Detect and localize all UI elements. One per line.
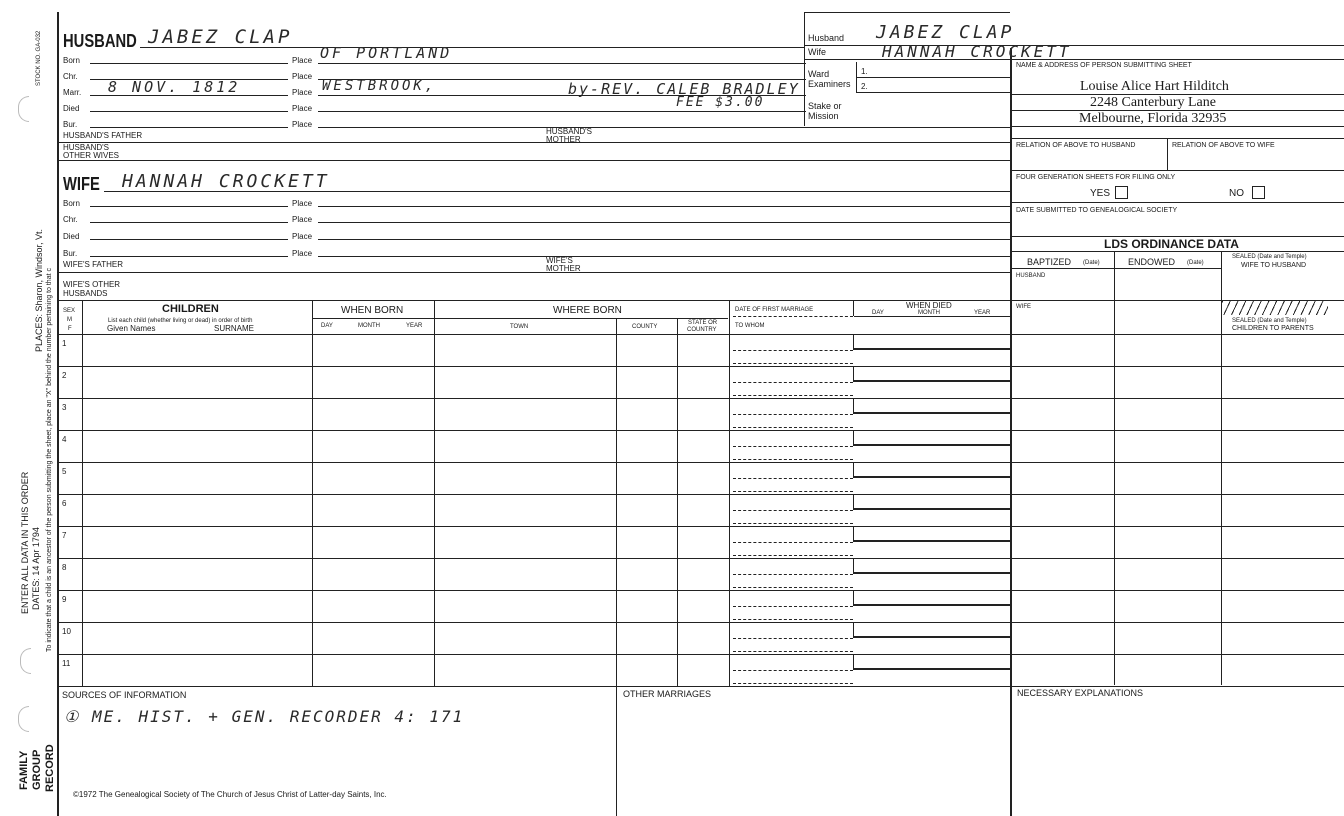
child-death-divider bbox=[853, 559, 854, 573]
child-marriage-date-line bbox=[733, 542, 853, 543]
line bbox=[1167, 138, 1168, 170]
husband-marr-note: by-REV. CALEB BRADLEY bbox=[568, 80, 800, 98]
husband-marr-label: Marr. bbox=[63, 88, 82, 97]
line bbox=[318, 127, 1010, 128]
line bbox=[854, 316, 1010, 317]
husband-other-wives-label: OTHER WIVES bbox=[63, 151, 120, 160]
child-spouse-line bbox=[733, 587, 853, 588]
children-given-names-label: Given Names bbox=[107, 324, 156, 333]
submitter-name: Louise Alice Hart Hilditch bbox=[1080, 79, 1229, 94]
lds-row-line bbox=[1012, 622, 1344, 623]
line bbox=[312, 318, 434, 319]
child-marriage-date-line bbox=[733, 414, 853, 415]
date-submitted-label: DATE SUBMITTED TO GENEALOGICAL SOCIETY bbox=[1016, 207, 1178, 214]
lds-wife-label: WIFE bbox=[1016, 304, 1031, 310]
child-death-divider bbox=[853, 527, 854, 541]
line bbox=[729, 300, 730, 686]
tr-husband-name: JABEZ CLAP bbox=[876, 22, 1015, 43]
child-row-line bbox=[58, 526, 1010, 527]
child-row-line bbox=[58, 398, 1010, 399]
line bbox=[90, 206, 288, 207]
tr-examiners-label: Examiners bbox=[808, 79, 851, 89]
children-f-label: F bbox=[68, 326, 72, 332]
child-row-line bbox=[58, 590, 1010, 591]
form-left-border bbox=[57, 12, 59, 816]
wife-born-label: Born bbox=[63, 199, 80, 208]
child-death-line bbox=[853, 412, 1010, 414]
wife-born-place-label: Place bbox=[292, 199, 313, 208]
wife-father-label: WIFE'S FATHER bbox=[63, 260, 124, 269]
line bbox=[1012, 334, 1344, 335]
child-marriage-date-line bbox=[733, 382, 853, 383]
husband-chr-label: Chr. bbox=[63, 72, 78, 81]
child-death-divider bbox=[853, 655, 854, 669]
child-row-line bbox=[58, 366, 1010, 367]
line bbox=[90, 239, 288, 240]
child-death-line bbox=[853, 540, 1010, 542]
wife-died-label: Died bbox=[63, 232, 80, 241]
husband-died-place-label: Place bbox=[292, 104, 313, 113]
husband-father-label: HUSBAND'S FATHER bbox=[63, 131, 143, 140]
child-spouse-line bbox=[733, 363, 853, 364]
husband-marr-date-value: 8 NOV. 1812 bbox=[108, 78, 241, 96]
lds-sealed-children-label: CHILDREN TO PARENTS bbox=[1232, 325, 1314, 332]
child-row-number: 4 bbox=[62, 435, 67, 444]
relation-husband-label: RELATION OF ABOVE TO HUSBAND bbox=[1016, 142, 1136, 149]
child-spouse-line bbox=[733, 491, 853, 492]
husband-mother-label: HUSBAND'S bbox=[546, 127, 592, 136]
lds-row-line bbox=[1012, 462, 1344, 463]
children-heading: CHILDREN bbox=[162, 303, 219, 315]
no-checkbox[interactable] bbox=[1252, 186, 1265, 199]
tr-exam-2: 2. bbox=[861, 82, 868, 91]
child-marriage-date-line bbox=[733, 446, 853, 447]
binder-hole bbox=[18, 706, 29, 732]
lds-row-line bbox=[1012, 366, 1344, 367]
born-month-label: MONTH bbox=[358, 323, 380, 329]
child-spouse-line bbox=[733, 555, 853, 556]
dashed-line bbox=[733, 316, 853, 317]
line bbox=[1012, 268, 1222, 269]
child-row-number: 1 bbox=[62, 339, 67, 348]
lds-title: LDS ORDINANCE DATA bbox=[1104, 237, 1239, 251]
child-death-divider bbox=[853, 399, 854, 413]
dates-instruction: DATES: 14 Apr 1794 bbox=[31, 527, 41, 610]
born-day-label: DAY bbox=[321, 323, 333, 329]
line bbox=[318, 206, 1010, 207]
child-row-number: 8 bbox=[62, 563, 67, 572]
submitter-street: 2248 Canterbury Lane bbox=[1090, 95, 1216, 110]
line bbox=[434, 318, 728, 319]
enter-order-instruction: ENTER ALL DATA IN THIS ORDER bbox=[20, 471, 30, 614]
children-m-label: M bbox=[67, 317, 72, 323]
husband-bur-place-label: Place bbox=[292, 120, 313, 129]
child-death-divider bbox=[853, 431, 854, 445]
line bbox=[1012, 138, 1344, 139]
no-label: NO bbox=[1229, 188, 1244, 199]
lds-row-line bbox=[1012, 494, 1344, 495]
binder-hole bbox=[20, 648, 31, 674]
sources-label: SOURCES OF INFORMATION bbox=[62, 690, 187, 700]
line bbox=[1012, 126, 1344, 127]
born-year-label: YEAR bbox=[406, 323, 423, 329]
wife-bur-place-label: Place bbox=[292, 249, 313, 258]
line bbox=[804, 59, 1344, 60]
husband-chr-place-label: Place bbox=[292, 72, 313, 81]
child-spouse-line bbox=[733, 395, 853, 396]
born-town-label: TOWN bbox=[510, 324, 529, 330]
child-row-number: 5 bbox=[62, 467, 67, 476]
stock-number: STOCK NO. GA-032 bbox=[36, 30, 42, 86]
child-marriage-date-line bbox=[733, 670, 853, 671]
child-row-number: 2 bbox=[62, 371, 67, 380]
tr-husband-label: Husband bbox=[808, 33, 845, 43]
child-row-number: 6 bbox=[62, 499, 67, 508]
husband-marr-place-value: WESTBROOK, bbox=[322, 78, 437, 94]
husband-born-place-value: OF PORTLAND bbox=[320, 44, 453, 62]
child-death-line bbox=[853, 348, 1010, 350]
child-spouse-line bbox=[733, 651, 853, 652]
child-row-number: 7 bbox=[62, 531, 67, 540]
lds-sealed-children-label: SEALED (Date and Temple) bbox=[1232, 318, 1307, 324]
wife-died-place-label: Place bbox=[292, 232, 313, 241]
wife-mother-label: MOTHER bbox=[546, 264, 581, 273]
child-death-divider bbox=[853, 495, 854, 509]
when-born-heading: WHEN BORN bbox=[341, 305, 404, 316]
line bbox=[90, 127, 288, 128]
yes-label: YES bbox=[1090, 188, 1111, 199]
wife-heading: WIFE bbox=[63, 174, 100, 194]
child-death-divider bbox=[853, 463, 854, 477]
tr-wife-label: Wife bbox=[808, 47, 826, 57]
child-marriage-date-line bbox=[733, 510, 853, 511]
child-death-divider bbox=[853, 367, 854, 381]
child-death-divider bbox=[853, 335, 854, 349]
lds-husband-label: HUSBAND bbox=[1016, 273, 1046, 279]
child-marriage-date-line bbox=[733, 638, 853, 639]
line bbox=[90, 111, 288, 112]
child-death-line bbox=[853, 636, 1010, 638]
tr-ward-label: Ward bbox=[808, 69, 830, 79]
husband-heading: HUSBAND bbox=[63, 31, 137, 51]
line bbox=[318, 239, 1010, 240]
child-spouse-line bbox=[733, 427, 853, 428]
where-born-heading: WHERE BORN bbox=[553, 305, 622, 316]
child-death-line bbox=[853, 444, 1010, 446]
born-state-label: COUNTRY bbox=[687, 327, 717, 333]
line bbox=[58, 142, 1010, 143]
husband-other-wives-label: HUSBAND'S bbox=[63, 143, 109, 152]
child-death-line bbox=[853, 476, 1010, 478]
lds-row-line bbox=[1012, 558, 1344, 559]
lds-baptized-date: (Date) bbox=[1083, 260, 1100, 266]
binder-hole bbox=[18, 96, 29, 122]
line bbox=[318, 256, 1010, 257]
record-title: GROUP bbox=[31, 749, 43, 790]
line bbox=[82, 300, 83, 686]
line bbox=[90, 256, 288, 257]
line bbox=[318, 63, 806, 64]
lds-row-line bbox=[1012, 430, 1344, 431]
child-marriage-date-line bbox=[733, 606, 853, 607]
wife-other-husbands-label: WIFE'S OTHER bbox=[63, 280, 121, 289]
husband-died-label: Died bbox=[63, 104, 80, 113]
husband-marr-place-label: Place bbox=[292, 88, 313, 97]
child-spouse-line bbox=[733, 683, 853, 684]
line bbox=[1114, 251, 1115, 685]
line bbox=[856, 77, 1010, 78]
line bbox=[616, 318, 617, 686]
lds-endowed-label: ENDOWED bbox=[1128, 257, 1175, 267]
child-marriage-date-line bbox=[733, 478, 853, 479]
line bbox=[58, 300, 1010, 301]
places-instruction: PLACES: Sharon, Windsor, Vt. bbox=[34, 228, 44, 352]
to-whom-label: TO WHOM bbox=[735, 323, 765, 329]
children-subheading: List each child (whether living or dead) in order of birth bbox=[108, 318, 253, 324]
wife-chr-label: Chr. bbox=[63, 215, 78, 224]
line bbox=[677, 318, 678, 686]
child-death-divider bbox=[853, 623, 854, 637]
line bbox=[90, 222, 288, 223]
line bbox=[1012, 170, 1344, 171]
child-row-number: 3 bbox=[62, 403, 67, 412]
child-death-line bbox=[853, 508, 1010, 510]
died-month-label: MONTH bbox=[918, 310, 940, 316]
child-death-line bbox=[853, 604, 1010, 606]
line bbox=[318, 111, 806, 112]
lds-sealed-wife-label: SEALED (Date and Temple) bbox=[1232, 254, 1307, 260]
lds-sealed-wife-label: WIFE TO HUSBAND bbox=[1241, 262, 1307, 269]
child-row-line bbox=[58, 654, 1010, 655]
tr-stake-label: Mission bbox=[808, 111, 839, 121]
husband-born-place-label: Place bbox=[292, 56, 313, 65]
line bbox=[58, 334, 1010, 335]
explanations-label: NECESSARY EXPLANATIONS bbox=[1017, 688, 1144, 698]
four-gen-label: FOUR GENERATION SHEETS FOR FILING ONLY bbox=[1016, 174, 1176, 181]
child-row-number: 11 bbox=[62, 659, 71, 668]
child-death-line bbox=[853, 380, 1010, 382]
lds-baptized-label: BAPTIZED bbox=[1027, 257, 1072, 267]
record-title: FAMILY bbox=[18, 750, 30, 790]
line bbox=[1221, 251, 1222, 685]
child-row-number: 9 bbox=[62, 595, 67, 604]
lds-endowed-date: (Date) bbox=[1187, 260, 1204, 266]
children-sex-label: SEX bbox=[63, 308, 76, 314]
died-day-label: DAY bbox=[872, 310, 884, 316]
child-marriage-date-line bbox=[733, 574, 853, 575]
copyright: ©1972 The Genealogical Society of The Church of Jesus Christ of Latter-day Saints, Inc. bbox=[73, 790, 387, 799]
born-state-label: STATE OR bbox=[688, 320, 718, 326]
child-spouse-line bbox=[733, 459, 853, 460]
child-death-line bbox=[853, 572, 1010, 574]
children-surname-label: SURNAME bbox=[214, 324, 255, 333]
child-row-line bbox=[58, 622, 1010, 623]
other-marriages-label: OTHER MARRIAGES bbox=[623, 689, 712, 699]
submitter-label: NAME & ADDRESS OF PERSON SUBMITTING SHEET bbox=[1016, 62, 1192, 69]
line bbox=[90, 63, 288, 64]
husband-bur-label: Bur. bbox=[63, 120, 78, 129]
child-row-line bbox=[58, 558, 1010, 559]
born-county-label: COUNTY bbox=[632, 324, 658, 330]
line bbox=[1012, 202, 1344, 203]
wife-name-value: HANNAH CROCKETT bbox=[122, 171, 330, 192]
right-panel-divider bbox=[1010, 48, 1012, 816]
line bbox=[318, 95, 806, 96]
line bbox=[853, 300, 854, 316]
husband-mother-label: MOTHER bbox=[546, 135, 581, 144]
child-spouse-line bbox=[733, 619, 853, 620]
husband-marr-fee: FEE $3.00 bbox=[676, 95, 765, 110]
lds-row-line bbox=[1012, 398, 1344, 399]
child-death-line bbox=[853, 668, 1010, 670]
lds-row-line bbox=[1012, 590, 1344, 591]
source-entry: ① ME. HIST. + GEN. RECORDER 4: 171 bbox=[64, 707, 465, 726]
child-row-line bbox=[58, 462, 1010, 463]
lds-row-line bbox=[1012, 654, 1344, 655]
child-row-line bbox=[58, 494, 1010, 495]
died-year-label: YEAR bbox=[974, 310, 991, 316]
wife-mother-label: WIFE'S bbox=[546, 256, 573, 265]
line bbox=[1012, 251, 1344, 252]
line bbox=[434, 300, 435, 686]
hatched-area bbox=[1222, 301, 1328, 315]
child-spouse-line bbox=[733, 523, 853, 524]
wife-bur-label: Bur. bbox=[63, 249, 78, 258]
tr-exam-1: 1. bbox=[861, 67, 868, 76]
when-died-heading: WHEN DIED bbox=[906, 301, 952, 310]
first-marriage-label: DATE OF FIRST MARRIAGE bbox=[735, 307, 814, 313]
tr-wife-name: HANNAH CROCKETT bbox=[882, 42, 1072, 61]
husband-born-label: Born bbox=[63, 56, 80, 65]
line bbox=[104, 191, 1010, 192]
child-death-divider bbox=[853, 591, 854, 605]
husband-name-value: JABEZ CLAP bbox=[148, 26, 293, 48]
line bbox=[58, 272, 1010, 273]
record-title: RECORD bbox=[44, 744, 56, 792]
child-marriage-date-line bbox=[733, 350, 853, 351]
child-row-number: 10 bbox=[62, 627, 71, 636]
relation-wife-label: RELATION OF ABOVE TO WIFE bbox=[1172, 142, 1275, 149]
tr-stake-label: Stake or bbox=[808, 101, 842, 111]
submitter-city: Melbourne, Florida 32935 bbox=[1079, 111, 1227, 126]
lds-row-line bbox=[1012, 526, 1344, 527]
top-right-divider bbox=[804, 12, 805, 126]
child-row-line bbox=[58, 430, 1010, 431]
wife-other-husbands-label: HUSBANDS bbox=[63, 289, 108, 298]
line bbox=[58, 686, 1344, 687]
line bbox=[318, 222, 1010, 223]
line bbox=[140, 47, 804, 48]
line bbox=[804, 12, 1010, 13]
line bbox=[90, 95, 288, 96]
line bbox=[58, 160, 1010, 161]
line bbox=[856, 92, 1010, 93]
line bbox=[312, 300, 313, 686]
yes-checkbox[interactable] bbox=[1115, 186, 1128, 199]
line bbox=[616, 686, 617, 816]
wife-chr-place-label: Place bbox=[292, 215, 313, 224]
ancestor-instruction: To indicate that a child is an ancestor of the person submitting the sheet, place an "X" behind the number pertaining to that c bbox=[46, 268, 53, 652]
